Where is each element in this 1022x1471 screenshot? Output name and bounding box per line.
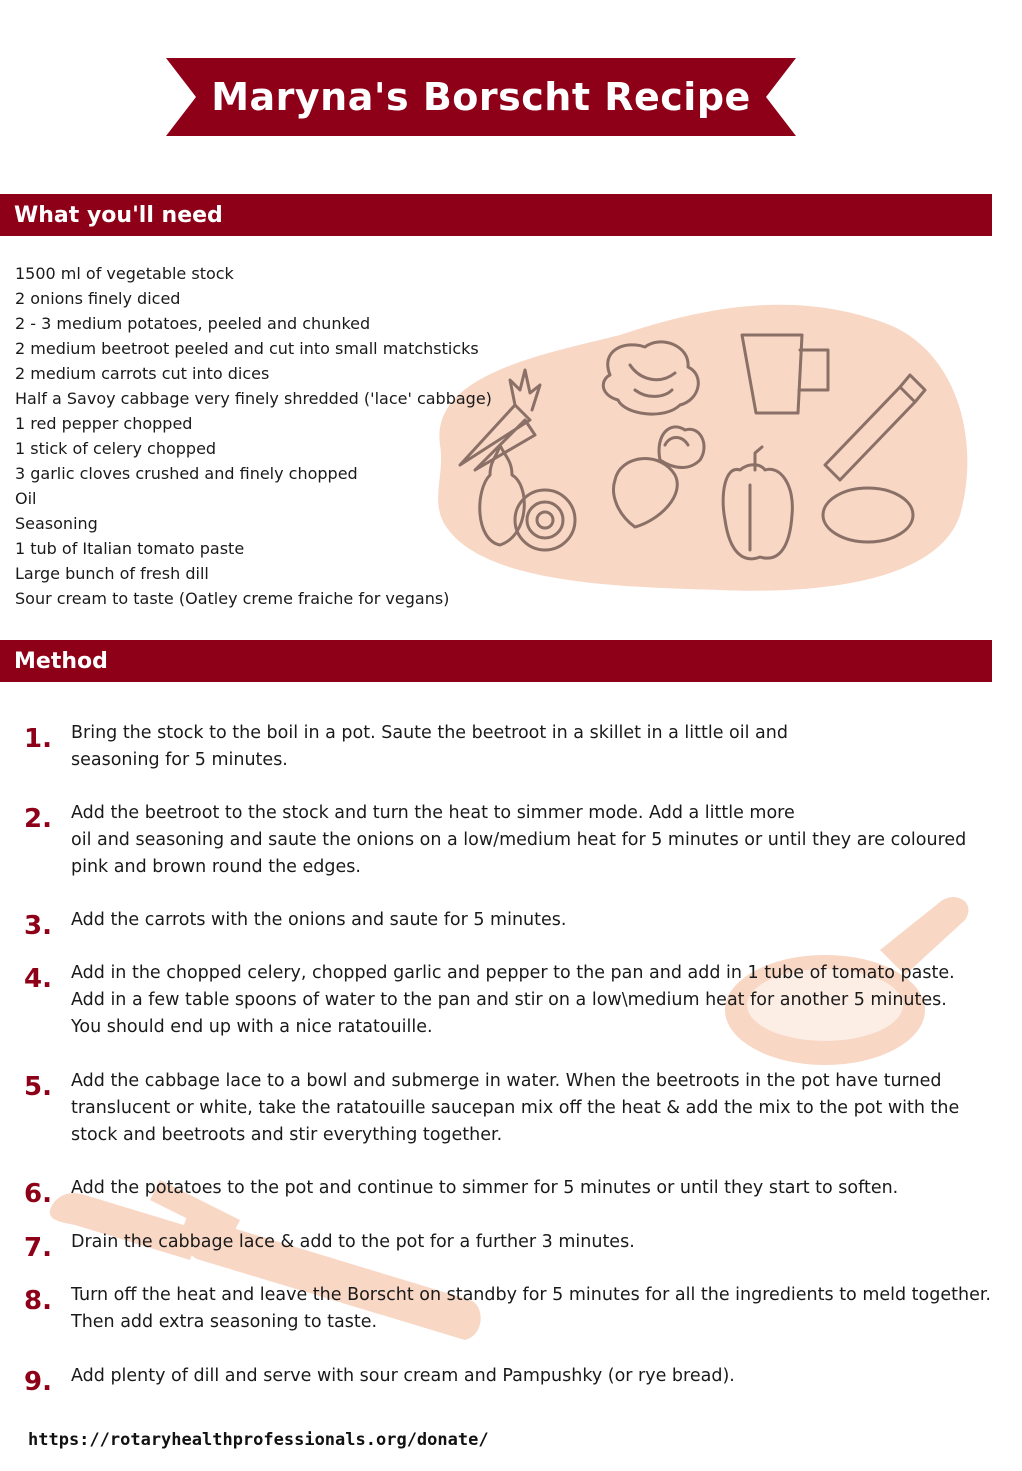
step-number: 3. xyxy=(24,911,52,941)
ingredient-item: Large bunch of fresh dill xyxy=(15,564,209,583)
vegetables-illustration xyxy=(420,295,972,595)
step-text: Bring the stock to the boil in a pot. Saute the beetroot in a skillet in a little oil and seasoning for 5 minutes. xyxy=(71,723,788,770)
step-number: 1. xyxy=(24,724,52,754)
step-text: Add plenty of dill and serve with sour cream and Pampushky (or rye bread). xyxy=(71,1366,735,1386)
step-number: 9. xyxy=(24,1367,52,1397)
ingredient-item: Seasoning xyxy=(15,514,98,533)
ingredient-item: 1 stick of celery chopped xyxy=(15,439,217,458)
step-text: Add the cabbage lace to a bowl and submerge in water. When the beetroots in the pot have turned translucent or white, take the ratatouille saucepan mix off the heat & add the mix to the pot with the stock and beetroots and stir everything together. xyxy=(71,1071,960,1145)
ingredient-item: 2 medium carrots cut into dices xyxy=(15,364,270,383)
ingredient-item: 3 garlic cloves crushed and finely chopped xyxy=(15,464,358,483)
page-title: Maryna's Borscht Recipe xyxy=(211,75,751,119)
step-text: Turn off the heat and leave the Borscht on standby for 5 minutes for all the ingredients to meld together. Then add extra seasoning to taste. xyxy=(71,1285,991,1332)
step-text: Add the potatoes to the pot and continue to simmer for 5 minutes or until they start to soften. xyxy=(71,1178,899,1198)
ingredient-item: 2 medium beetroot peeled and cut into small matchsticks xyxy=(15,339,479,358)
step-text: Drain the cabbage lace & add to the pot for a further 3 minutes. xyxy=(71,1232,635,1252)
step-number: 4. xyxy=(24,964,52,994)
step-text: Add in the chopped celery, chopped garlic and pepper to the pan and add in 1 tube of tomato paste. Add in a few table spoons of water to the pan and stir on a low\medium heat for another 5 minutes. You should end up with a nice ratatouille. xyxy=(71,963,955,1037)
step-text: Add the beetroot to the stock and turn the heat to simmer mode. Add a little more oil and seasoning and saute the onions on a low/medium heat for 5 minutes or until they are coloured pink and brown round the edges. xyxy=(71,803,967,877)
title-banner xyxy=(166,58,796,136)
step-number: 2. xyxy=(24,804,52,834)
donate-link[interactable]: https://rotaryhealthprofessionals.org/donate/ xyxy=(28,1430,489,1450)
ingredient-item: 1500 ml of vegetable stock xyxy=(15,264,234,283)
ingredients-list xyxy=(15,261,492,611)
step-number: 5. xyxy=(24,1072,52,1102)
method-heading: Method xyxy=(0,640,992,682)
ingredient-item: Sour cream to taste (Oatley creme fraiche for vegans) xyxy=(15,589,450,608)
step-number: 6. xyxy=(24,1179,52,1209)
ingredient-item: 1 red pepper chopped xyxy=(15,414,193,433)
ingredients-heading: What you'll need xyxy=(0,194,992,236)
ingredient-item: 2 onions finely diced xyxy=(15,289,181,308)
step-number: 7. xyxy=(24,1233,52,1263)
ingredient-item: 1 tub of Italian tomato paste xyxy=(15,539,245,558)
ingredient-item: Oil xyxy=(15,489,37,508)
ingredient-item: Half a Savoy cabbage very finely shredded ('lace' cabbage) xyxy=(15,389,492,408)
step-text: Add the carrots with the onions and saute for 5 minutes. xyxy=(71,910,567,930)
step-number: 8. xyxy=(24,1286,52,1316)
ingredient-item: 2 - 3 medium potatoes, peeled and chunked xyxy=(15,314,371,333)
